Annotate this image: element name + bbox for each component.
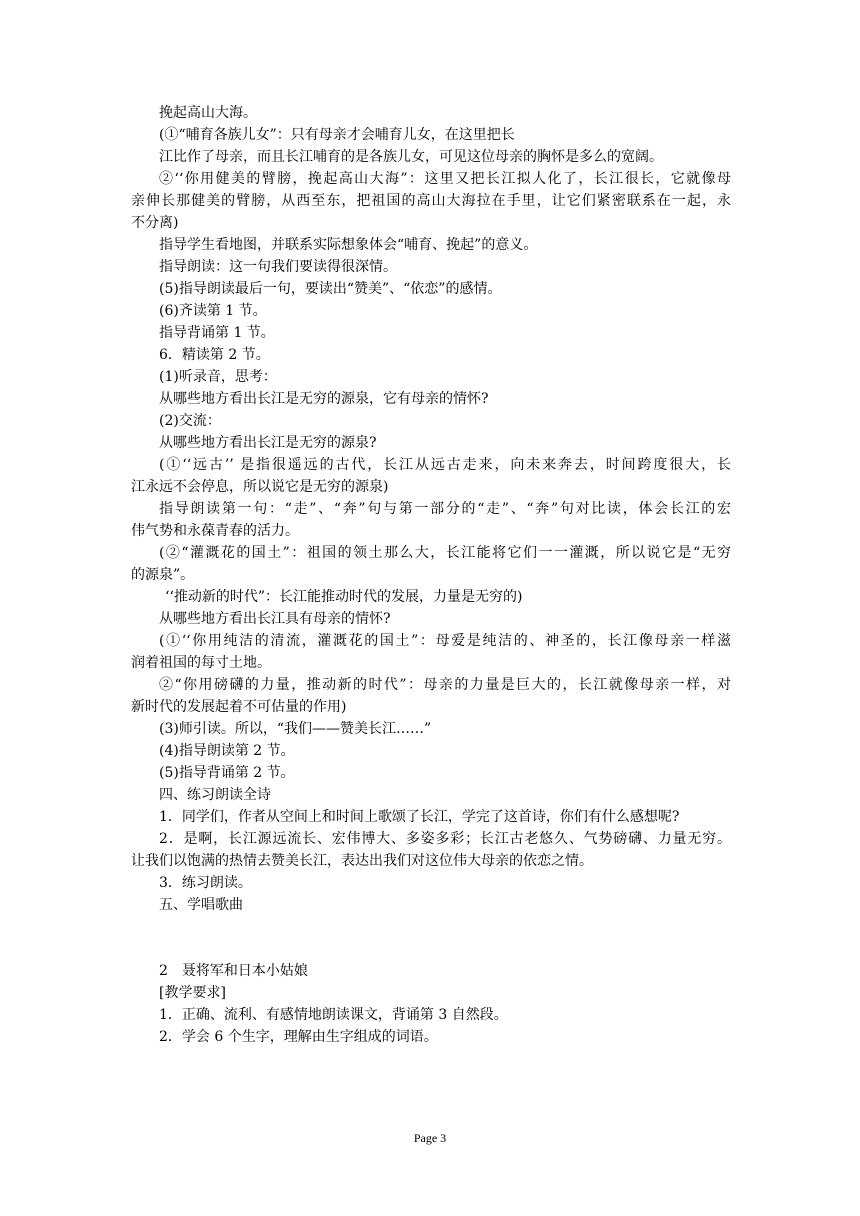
section-heading: 四、练习朗读全诗 [159, 787, 271, 803]
text-line: (②“灌溉花的国土”：祖国的领土那么大，长江能将它们一一灌溉，所以说它是“无穷 [159, 545, 731, 561]
section-heading: [教学要求] [159, 985, 226, 1001]
text-line: 不分离) [131, 215, 179, 231]
text-line: (3)师引读。所以，“我们——赞美长江……” [159, 721, 432, 737]
text-line: (5)指导背诵第 2 节。 [159, 765, 295, 781]
text-line: 6．精读第 2 节。 [159, 347, 270, 363]
text-line: 伟气势和永葆青春的活力。 [131, 523, 299, 539]
text-line: (①‘‘远古’’ 是指很遥远的古代，长江从远古走来，向未来奔去，时间跨度很大，长 [159, 457, 731, 473]
text-line: 从哪些地方看出长江具有母亲的情怀? [159, 611, 391, 627]
text-line: 从哪些地方看出长江是无穷的源泉，它有母亲的情怀? [159, 391, 489, 407]
text-line: 让我们以饱满的热情去赞美长江，表达出我们对这位伟大母亲的依恋之情。 [131, 853, 593, 869]
text-line: 1．正确、流利、有感情地朗读课文，背诵第 3 自然段。 [159, 1007, 508, 1023]
text-line: 江比作了母亲，而且长江哺育的是各族儿女，可见这位母亲的胸怀是多么的宽阔。 [159, 149, 663, 165]
text-line: 1．同学们，作者从空间上和时间上歌颂了长江，学完了这首诗，你们有什么感想呢? [159, 809, 680, 825]
section-heading: 五、学唱歌曲 [159, 897, 243, 913]
page-number: Page 3 [413, 1131, 447, 1145]
text-line: 指导学生看地图，并联系实际想象体会“哺育、挽起”的意义。 [159, 237, 538, 253]
text-line: 江永远不会停息，所以说它是无穷的源泉) [131, 479, 389, 495]
text-line: (6)齐读第 1 节。 [159, 303, 267, 319]
text-line: (①“哺育各族儿女”：只有母亲才会哺育儿女，在这里把长 [159, 127, 515, 143]
text-line: 指导朗读第一句：“走”、“奔”句与第一部分的“走”、“奔”句对比读，体会长江的宏 [159, 501, 731, 517]
text-line: ②‘‘你用健美的臂膀，挽起高山大海”：这里又把长江拟人化了，长江很长，它就像母 [159, 171, 731, 187]
text-line: 2．学会 6 个生字，理解由生字组成的词语。 [159, 1029, 438, 1045]
text-line: 指导背诵第 1 节。 [159, 325, 275, 341]
lesson-title: 2 聂将军和日本小姑娘 [159, 963, 308, 979]
text-line: 新时代的发展起着不可估量的作用) [131, 699, 347, 715]
text-line: 亲伸长那健美的臂膀，从西至东，把祖国的高山大海拉在手里，让它们紧密联系在一起，永 [131, 193, 731, 209]
text-line: 挽起高山大海。 [159, 105, 257, 121]
text-line: 3．练习朗读。 [159, 875, 252, 891]
text-line: 的源泉”。 [131, 567, 195, 583]
text-line: (5)指导朗读最后一句，要读出“赞美”、“依恋”的感情。 [159, 281, 502, 297]
spacer [131, 916, 731, 960]
text-line: ②“你用磅礴的力量，推动新的时代”：母亲的力量是巨大的，长江就像母亲一样，对 [159, 677, 731, 693]
text-line: 润着祖国的每寸土地。 [131, 655, 271, 671]
text-line: (2)交流： [159, 413, 221, 429]
text-line: 指导朗读：这一句我们要读得很深情。 [159, 259, 397, 275]
body-text [131, 102, 731, 1048]
text-line: 2．是啊，长江源远流长、宏伟博大、多姿多彩；长江古老悠久、气势磅礴、力量无穷。 [159, 831, 731, 847]
text-line: ‘‘推动新的时代”：长江能推动时代的发展，力量是无穷的) [165, 589, 523, 605]
text-line: 从哪些地方看出长江是无穷的源泉? [159, 435, 377, 451]
text-line: (1)听录音，思考： [159, 369, 277, 385]
text-line: (4)指导朗读第 2 节。 [159, 743, 295, 759]
text-line: (①‘‘你用纯洁的清流，灌溉花的国土”：母爱是纯洁的、神圣的，长江像母亲一样滋 [159, 633, 731, 649]
